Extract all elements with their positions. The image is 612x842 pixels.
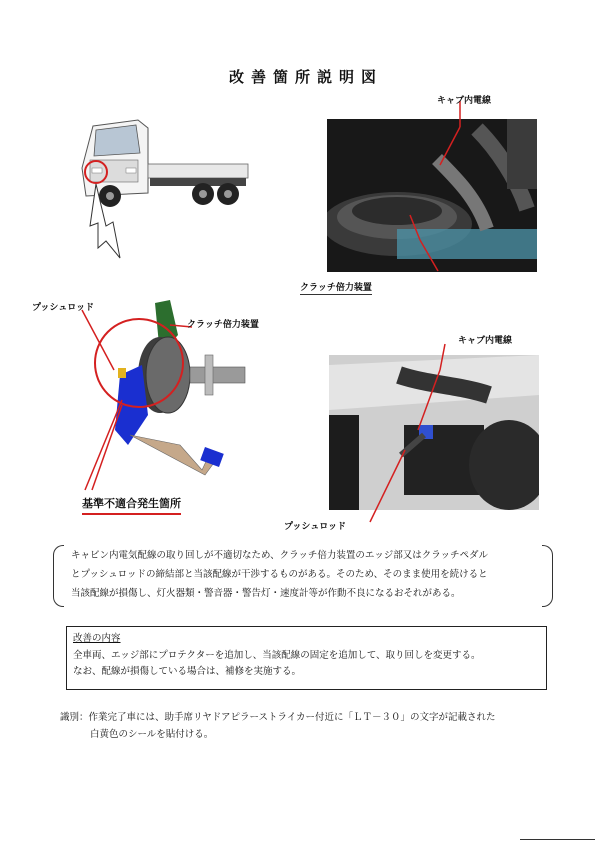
label-cab-cable-bottom: キャブ内電線 [458,336,513,346]
improvement-line-1: 全車両、エッジ部にプロテクターを追加し、当該配線の固定を追加して、取り回しを変更する。 [73,650,481,661]
improvement-line-2: なお、配線が損傷している場合は、補修を実施する。 [73,666,302,677]
improvement-heading: 改善の内容 [73,633,121,644]
description-callout [53,545,553,607]
label-clutch-booster-diagram: クラッチ倍力装置 [187,320,259,330]
identification-line-1: 識別：作業完了車には、助手席リヤドアピラーストライカー付近に「ＬＴ－３０」の文字が記載された [60,712,496,723]
description-line-2: とプッシュロッドの締結部と当該配線が干渉するものがある。そのため、そのまま使用を続けると [71,569,488,580]
description-line-1: キャビン内電気配線の取り回しが不適切なため、クラッチ倍力装置のエッジ部又はクラッチペダル [71,550,489,561]
bottom-photo-leaders [350,330,500,530]
label-push-rod-bottom: プッシュロッド [284,522,347,532]
top-photo-leaders [280,95,510,295]
description-line-3: 当該配線が損傷し、灯火器類・警音器・警告灯・速度計等が作動不良になるおそれがある。 [71,588,461,599]
label-cab-cable-top: キャブ内電線 [437,96,492,106]
truck-illustration [68,108,258,268]
label-push-rod-diagram: プッシュロッド [32,303,95,313]
clutch-booster-diagram [30,295,300,520]
footer-rule [520,839,595,840]
label-nonconformity: 基準不適合発生箇所 [82,495,181,515]
improvement-box [66,626,547,690]
identification-line-2: 白黄色のシールを貼付ける。 [90,729,214,740]
page-title: 改善箇所説明図 [228,68,383,86]
label-clutch-booster-top: クラッチ倍力装置 [300,280,372,295]
